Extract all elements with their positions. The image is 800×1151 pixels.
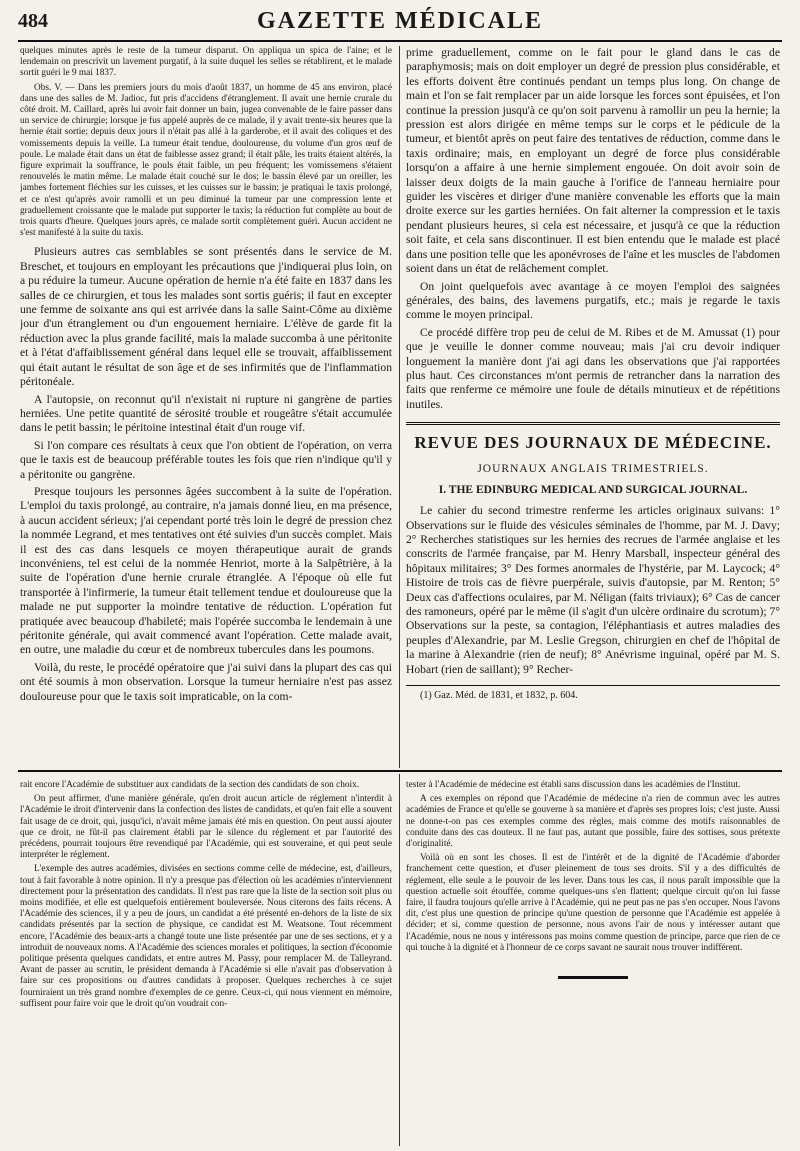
paragraph: tester à l'Académie de médecine est établi sans discussion dans les académies de l'Institut.	[406, 780, 741, 790]
column-c	[20, 780, 392, 1145]
mid-page-rule	[18, 770, 782, 772]
paragraph: Voilà, du reste, le procédé opératoire que j'ai suivi dans la plupart des cas qui ont été soumis à mon observation. Lorsque la tumeur herniaire n'est pas assez douloureuse pour que le taxis soit impraticable, on la com-	[20, 660, 392, 703]
paragraph: A ces exemples on répond que l'Académie de médecine n'a rien de commun avec les autres académies de France et qu'elle se gouverne à sa manière et d'après ses propres lois; c'est juste. Aussi ne donne-t-on pas ces exemples comme des règles, mais comme des motifs raisonnables de conduite dans des cas douteux. Il ne faut pas, autant que possible, faire des sottises, sous prétexte d'originalité.	[406, 794, 780, 850]
paragraph: Presque toujours les personnes âgées succombent à la suite de l'opération. L'emploi du taxis prolongé, au contraire, n'a jamais donné lieu, en ma présence, à aucun accident sérieux; j'ai cependant porté très loin le degré de pression chez la nommée Legrand, et mes tentatives ont été suivies d'un succès complet. Mais il est des cas dans lesquels ce moyen thérapeutique aurait de grands inconvéniens, tel est celui de la nommée Henriot, morte à la Salpêtrière, à la suite de l'opération d'une hernie crurale étranglée. A l'époque où elle fut transportée à l'infirmerie, la tumeur était tellement tendue et douloureuse que la malade ne put supporter la moindre tentative de réduction. L'opération fut pratiquée avec beaucoup d'habileté; mais l'opérée succomba le lendemain à une péritonite générale, qui avait commencé avant l'opération. Cette malade avait, en outre, une maladie du cœur et de nombreux tubercules dans les poumons.	[20, 484, 392, 657]
column-d	[406, 780, 780, 1145]
footnote-rule	[406, 685, 780, 686]
column-divider-top	[399, 46, 400, 768]
page-header	[18, 8, 782, 38]
end-rule	[558, 976, 628, 979]
paragraph: On peut affirmer, d'une manière générale, qu'en droit aucun article de réglement n'interdit à l'Académie le droit d'intervenir dans la confection des listes de candidats, et qu'en fait elle a souvent fait usage de ce droit, qui, jusqu'ici, n'avait même jamais été mis en question. On peut aussi ajouter que ce droit, ne fût-il pas clairement établi par le silence du réglement et par l'autorité des précédens, pourrait toujours être revendiqué par l'Académie, qui est souveraine, et qui peut seule interpréter le réglement.	[20, 794, 392, 861]
journal-title: GAZETTE MÉDICALE	[256, 8, 544, 34]
paragraph: rait encore l'Académie de substituer aux candidats de la section des candidats de son choix.	[20, 780, 360, 790]
paragraph: Ce procédé diffère trop peu de celui de M. Ribes et de M. Amussat (1) pour que je veuille le donner comme nouveau; mais j'ai cru devoir indiquer longuement la manière dont j'ai agi dans les observations que j'ai rapportées plus haut. Ces circonstances m'ont permis de retrancher dans la narration des faits que renferme ce mémoire une foule de détails minutieux et de répétitions inutiles.	[406, 325, 780, 411]
paragraph: Le cahier du second trimestre renferme les articles originaux suivans: 1° Observations sur le fluide des vésicules séminales de l'homme, par M. J. Davy; 2° Recherches statistiques sur les hernies des recrues de l'armée anglaise et les conscrits de l'armée française, par M. Henry Marsball, inspecteur général des hôpitaux militaires; 3° Des formes anormales de l'hystérie, par M. Laycock; 4° Histoire de trois cas de fièvre puerpérale, suivis d'autopsie, par M. Renton; 5° Deux cas d'affections oculaires, par M. Néligan (faits triviaux); 6° Cas de cancer des ramoneurs, opéré par le même (il s'agit d'un ulcère ordinaire du scrotum); 7° Observations sur la peste, sa contagion, l'éléphantiasis et autres maladies des peuples d'Alexandrie, par M. Leslie Gregson, chirurgien en chef de l'hôpital de la marine à Alexandrie (rien de neuf); 8° Anévrisme inguinal, opéré par M. S. Hobart (rien de saillant); 9° Recher-	[406, 504, 780, 676]
paragraph: L'exemple des autres académies, divisées en sections comme celle de médecine, est, d'ailleurs, tout à fait favorable à notre opinion. Il n'y a presque pas d'élection où les académies n'interviennent directement pour la présentation des candidats. Il n'est pas rare que la liste de la section soit plus ou moins modifiée, et elle est quelquefois entièrement bouleversée. Nous citerons des faits récens. A l'Académie des sciences, il y a peu de jours, un candidat a été présenté en-dehors de la liste de six candidats présentés par la section de physique, ce candidat est M. Weatsone. Tout récemment encore, l'Académie des beaux-arts a changé toute une liste présentée par une de ses sections, et y a introduit de nouveaux noms. A l'Académie des sciences morales et politiques, la section d'économie politique présenta quelques candidats, et entre autres M. Passy, pour remplacer M. de Talleyrand. Avant de passer au scrutin, le président demanda à l'Académie si elle n'avait pas d'observation à faire sur ces propositions ou d'autres candidats à proposer. Quelques recherches à ce sujet fourniraient un très grand nombre d'exemples de ce genre. Ceux-ci, qui nous viennent en mémoire, suffisent pour faire voir que le droit qu'on voudrait con-	[20, 864, 392, 1009]
paragraph: quelques minutes après le reste de la tumeur disparut. On appliqua un spica de l'aine; et le lendemain on prescrivit un lavement purgatif, à la suite duquel les selles se rétablirent, et le malade sortit guéri le 9 mai 1837.	[20, 46, 392, 79]
column-divider-bottom	[399, 774, 400, 1146]
section-rule	[406, 422, 780, 425]
paragraph: A l'autopsie, on reconnut qu'il n'existait ni rupture ni gangrène de parties herniées. Une petite quantité de sérosité trouble et rougeâtre s'était accumulée dans le petit bassin; le péritoine intestinal était d'un rouge vif.	[20, 392, 392, 435]
paragraph: Voilà où en sont les choses. Il est de l'intérêt et de la dignité de l'Académie d'aborder franchement cette question, et d'user pleinement de tous ses droits. S'il y a des difficultés de réglement, elle seule a le pouvoir de les lever. Dans tous les cas, il nous paraît impossible que la question actuelle soit étouffée, comme quelques-uns s'en flattent; quelque circuit qu'on lui fasse faire, il faudra toujours qu'elle arrive à l'Académie, qui ne peut pas ne pas s'en occuper. Nous l'avons dit, c'est plus une question de principe qu'une question de personne que l'Académie est appelée à décider; et si, comme question de personne, nous avons l'air de nous y intéresser autant que l'Académie, nous ne nous y intéressons pas moins comme question de principe, parce que rien de ce qui touche à la dignité et à l'honneur de ce corps savant ne saurait nous trouver indifférent.	[406, 853, 780, 953]
paragraph: On joint quelquefois avec avantage à ce moyen l'emploi des saignées générales, des bains, des lavemens purgatifs, etc.; mais je regarde le taxis comme le moyen principal.	[406, 279, 780, 322]
header-rule	[18, 40, 782, 42]
footnote: (1) Gaz. Méd. de 1831, et 1832, p. 604.	[420, 690, 578, 702]
paragraph: Plusieurs autres cas semblables se sont présentés dans le service de M. Breschet, et toujours en employant les précautions que j'indiquerai plus loin, on a pu réduire la tumeur. Aucune opération de hernie n'a été faite en 1837 dans les salles de ce chirurgien, et tous les malades sont sortis guéris; il faut en excepter une femme de soixante ans qui est arrivée dans la salle Saint-Côme au dixième jour d'un étranglement ou d'un engouement herniaire. L'élève de garde fit la réduction avec la plus grande facilité, mais la malade succomba à une péritonite et à l'état d'affaiblissement général dans lequel elle se trouvait, affaiblissement qui était autant le résultat de son âge et de ses infirmités que de l'inflammation péritonéale.	[20, 245, 392, 389]
paragraph: prime graduellement, comme on le fait pour le gland dans le cas de paraphymosis; mais on doit employer un degré de pression plus considérable, et les efforts doivent être continués pendant un temps plus long. On change de main et l'on se fait remplacer par un aide lorsque les forces sont épuisées, et l'on continue la pression jusqu'à ce qu'on soit parvenu à ramollir un peu la hernie; la pression est alors dirigée en même temps sur le corps et le pédicule de la tumeur, et bientôt après on peut faire des tentatives de réduction, comme dans le taxis ordinaire; mais, en employant un degré de force plus considérable lorsqu'on a affaire à une hernie simplement engouée. On doit avoir soin de laisser deux doigts de la main gauche à l'orifice de l'anneau herniaire pour guider les viscères et diriger d'une manière convenable les efforts que la main droite exerce sur les garties herniées. On fait alterner la compression et le taxis pendant plusieurs heures, si cela est nécessaire, et jusqu'à ce que la réduction soit faite, et cela sans discontinuer. Il est bien entendu que le malade est placé dans une position telle que les aponévroses de l'aîne et les muscles de l'abdomen soient dans un état de relâchement complet.	[406, 46, 780, 276]
column-a	[20, 46, 392, 756]
paragraph: Obs. V. — Dans les premiers jours du mois d'août 1837, un homme de 45 ans environ, placé dans une des salles de M. Jadioc, fut pris d'accidens d'étranglement. Il avait une hernie crurale du côté droit. M. Caillard, après lui avoir fait donner un bain, jugea convenable de le faire passer dans un service de chirurgie; lorsque je fus appelé auprès de ce malade, il y avait trente-six heures que la hernie était sortie; depuis deux jours il n'était pas allé à la garderobe, et il avait des coliques et des vomissements depuis la veille. La tumeur était tendue, douloureuse, du volume d'un gros œuf de poule. Le malade était dans un état de faiblesse assez grand; il était pâle, les traits étaient altérés, la figure exprimait la souffrance, le pouls était faible, un peu fréquent; les vomissemens s'étaient renouvelés le matin même. Le malade était couché sur le dos; le bassin élevé par un oreiller, les jambes fortement fléchies sur les cuisses, et les cuisses sur le bassin; je pratiquai le taxis prolongé, et ce n'est qu'après avoir ramolli et un peu diminué la tumeur par une compression lente et graduellement croissante que le malade put supporter le taxis; la réduction fut complète au bout de trois quarts d'heure. Quelques jours après, ce malade sortit complètement guéri. Aucun accident ne s'est manifesté à la suite du taxis.	[20, 82, 392, 239]
article-heading: I. THE EDINBURG MEDICAL AND SURGICAL JOURNAL.	[438, 484, 748, 497]
page-number: 484	[18, 10, 48, 32]
column-b	[406, 46, 780, 766]
section-subtitle: JOURNAUX ANGLAIS TRIMESTRIELS.	[477, 463, 709, 476]
section-title: REVUE DES JOURNAUX DE MÉDECINE.	[414, 433, 772, 453]
paragraph: Si l'on compare ces résultats à ceux que l'on obtient de l'opération, on verra que le taxis est de beaucoup préférable toutes les fois que rien n'indique qu'il y a péritonite ou gangrène.	[20, 438, 392, 481]
